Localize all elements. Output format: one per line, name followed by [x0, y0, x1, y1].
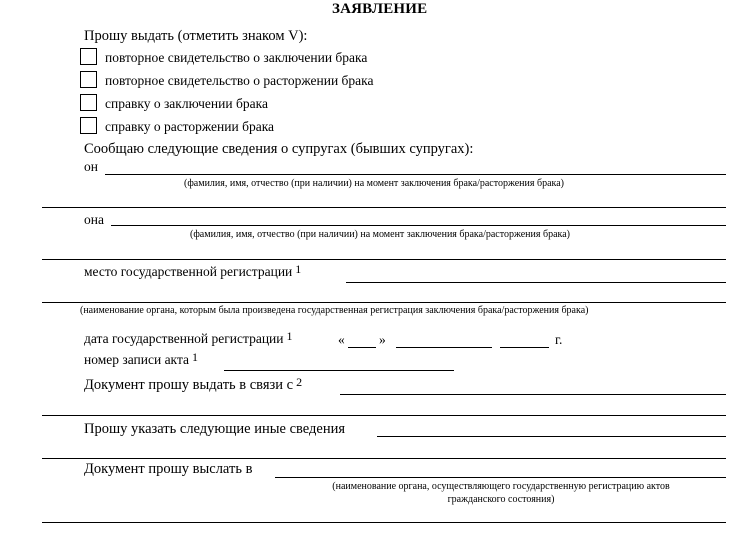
reg-place-footnote: 1: [295, 262, 302, 276]
act-number-label: номер записи акта: [84, 352, 189, 367]
year-suffix: г.: [555, 332, 563, 347]
request-intro: Прошу выдать (отметить знаком V):: [84, 28, 308, 44]
checkbox-option-3[interactable]: [80, 94, 97, 111]
he-caption: (фамилия, имя, отчество (при наличии) на момент заключения брака/расторжения брака): [184, 178, 564, 189]
option-label-4: справку о расторжении брака: [105, 119, 275, 134]
reg-place-continuation-line[interactable]: [42, 302, 726, 303]
act-number-label-wrap: [84, 352, 198, 368]
he-continuation-line[interactable]: [42, 207, 726, 208]
she-name-field[interactable]: [111, 225, 726, 226]
reason-label-wrap: [84, 377, 302, 394]
she-continuation-line[interactable]: [42, 259, 726, 260]
he-name-field[interactable]: [105, 174, 726, 175]
send-label: Документ прошу выслать в: [84, 461, 253, 477]
she-label: она: [84, 212, 104, 227]
document-title: ЗАЯВЛЕНИЕ: [332, 1, 428, 17]
reg-place-label-wrap: [84, 264, 301, 280]
act-number-footnote: 1: [192, 350, 198, 364]
reg-date-label-wrap: [84, 331, 293, 347]
send-to-field[interactable]: [275, 477, 726, 478]
he-label: он: [84, 159, 98, 174]
reg-month-field[interactable]: [396, 347, 492, 348]
quote-open: «: [338, 332, 345, 347]
reg-place-caption: (наименование органа, которым была произведена государственная регистрация заключения брака/расторжения брака): [80, 305, 589, 316]
reason-continuation-line[interactable]: [42, 415, 726, 416]
reg-place-field[interactable]: [346, 282, 726, 283]
option-label-1: повторное свидетельство о заключении брака: [105, 50, 368, 65]
other-info-label: Прошу указать следующие иные сведения: [84, 421, 346, 437]
other-info-field[interactable]: [377, 436, 726, 437]
checkbox-option-1[interactable]: [80, 48, 97, 65]
reg-date-label: дата государственной регистрации: [84, 331, 284, 346]
reason-label: Документ прошу выдать в связи с: [84, 377, 294, 393]
send-caption-line2: гражданского состояния): [447, 494, 555, 505]
spouses-intro: Сообщаю следующие сведения о супругах (бывших супругах):: [84, 141, 474, 157]
checkbox-option-4[interactable]: [80, 117, 97, 134]
checkbox-option-2[interactable]: [80, 71, 97, 88]
option-label-3: справку о заключении брака: [105, 96, 268, 111]
option-label-2: повторное свидетельство о расторжении брака: [105, 73, 374, 88]
reason-footnote: 2: [296, 375, 303, 389]
reg-place-label: место государственной регистрации: [84, 264, 293, 279]
reg-day-field[interactable]: [348, 347, 376, 348]
quote-close: »: [379, 332, 386, 347]
send-caption-line1: (наименование органа, осуществляющего государственную регистрацию актов: [332, 481, 670, 492]
act-number-field[interactable]: [224, 370, 454, 371]
reason-field[interactable]: [340, 394, 726, 395]
reg-date-footnote: 1: [286, 329, 293, 343]
send-continuation-line[interactable]: [42, 522, 726, 523]
she-caption: (фамилия, имя, отчество (при наличии) на момент заключения брака/расторжения брака): [190, 229, 570, 240]
other-info-continuation-line[interactable]: [42, 458, 726, 459]
reg-year-field[interactable]: [500, 347, 549, 348]
